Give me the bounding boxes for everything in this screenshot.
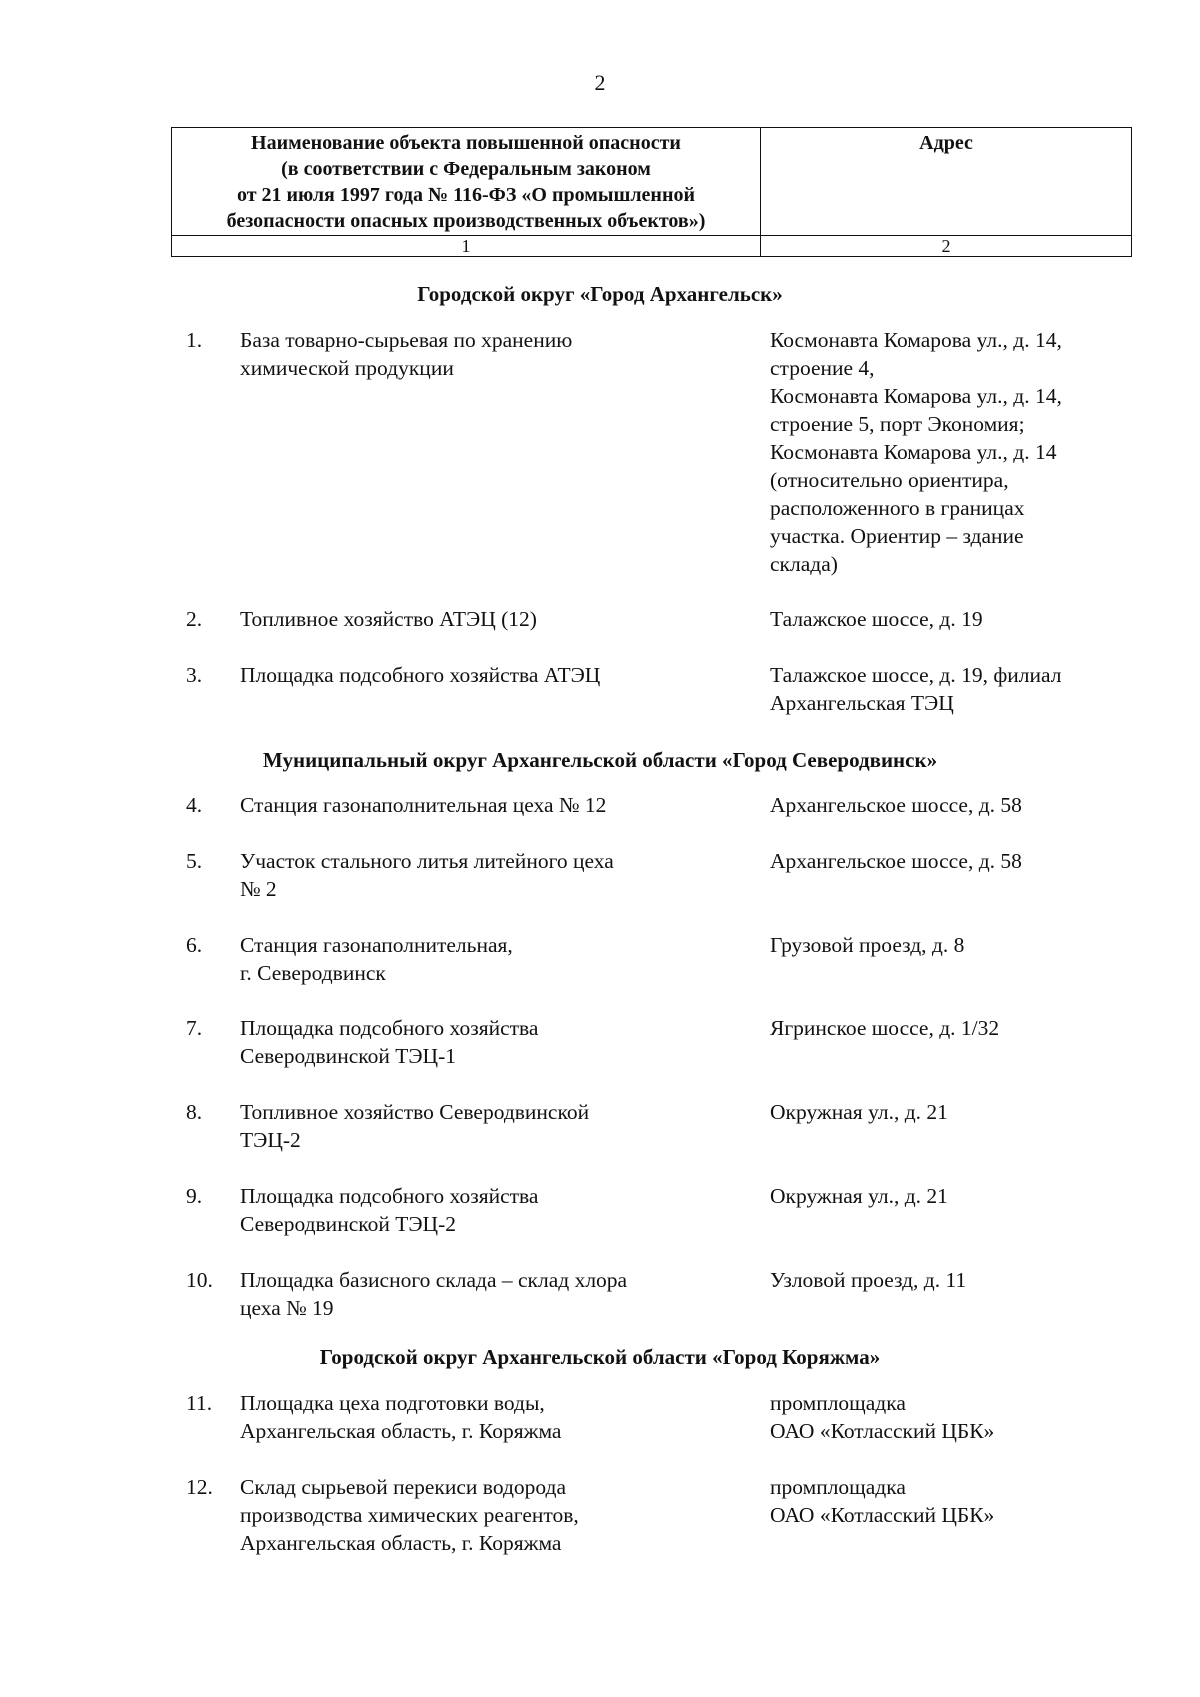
item-name: [240, 1014, 710, 1070]
item-address-line: Талажское шоссе, д. 19, филиал: [770, 663, 1062, 687]
item-number: 8.: [186, 1100, 203, 1124]
header-object-name-line: от 21 июля 1997 года № 116-ФЗ «О промышленной: [236, 184, 696, 206]
item-name-line: Склад сырьевой перекиси водорода: [240, 1475, 566, 1499]
item-address-line: Архангельское шоссе, д. 58: [770, 793, 1022, 817]
item-address-line: Окружная ул., д. 21: [770, 1184, 948, 1208]
item-name-line: База товарно-сырьевая по хранению: [240, 328, 573, 352]
item-name: [240, 605, 710, 633]
item-number: 6.: [186, 933, 203, 957]
header-object-name-line: Наименование объекта повышенной опасности: [251, 132, 681, 154]
item-address: [770, 1473, 1140, 1529]
item-address-line: промплощадка: [770, 1475, 906, 1499]
item-name: [240, 1389, 710, 1445]
item-address-line: строение 4,: [770, 356, 875, 380]
item-name-line: г. Северодвинск: [240, 961, 386, 985]
item-address-line: Грузовой проезд, д. 8: [770, 933, 965, 957]
item-name: [240, 1098, 710, 1154]
item-number: 9.: [186, 1184, 203, 1208]
item-address-line: Космонавта Комарова ул., д. 14,: [770, 384, 1062, 408]
header-object-name: [172, 128, 761, 236]
item-name: [240, 1473, 710, 1557]
item-number: 10.: [186, 1268, 213, 1292]
item-name-line: Северодвинской ТЭЦ-2: [240, 1212, 456, 1236]
item-address: [770, 931, 1140, 959]
item-number: 12.: [186, 1475, 213, 1499]
item-address-line: Архангельское шоссе, д. 58: [770, 849, 1022, 873]
item-name-line: ТЭЦ-2: [240, 1128, 301, 1152]
section-title-severodvinsk: Муниципальный округ Архангельской области «Город Северодвинск»: [262, 748, 938, 772]
item-name-line: Площадка подсобного хозяйства АТЭЦ: [240, 663, 601, 687]
item-address-line: Талажское шоссе, д. 19: [770, 607, 983, 631]
item-address-line: Окружная ул., д. 21: [770, 1100, 948, 1124]
item-name-line: Площадка цеха подготовки воды,: [240, 1391, 545, 1415]
section-title-arkhangelsk: Городской округ «Город Архангельск»: [417, 282, 783, 306]
item-name: [240, 791, 710, 819]
item-number: 1.: [186, 328, 203, 352]
item-name: [240, 1266, 710, 1322]
item-address: [770, 1014, 1140, 1042]
item-address: [770, 1266, 1140, 1294]
table-header: [171, 127, 1132, 257]
item-number: 3.: [186, 663, 203, 687]
item-name-line: производства химических реагентов,: [240, 1503, 579, 1527]
item-address: [770, 661, 1140, 717]
item-address-line: ОАО «Котласский ЦБК»: [770, 1419, 995, 1443]
item-number: 2.: [186, 607, 203, 631]
item-address-line: ОАО «Котласский ЦБК»: [770, 1503, 995, 1527]
item-name-line: Станция газонаполнительная цеха № 12: [240, 793, 607, 817]
item-name: [240, 1182, 710, 1238]
item-address-line: Ягринское шоссе, д. 1/32: [770, 1016, 1000, 1040]
item-number: 11.: [186, 1391, 213, 1415]
item-name-line: Станция газонаполнительная,: [240, 933, 513, 957]
item-name-line: Топливное хозяйство АТЭЦ (12): [240, 607, 537, 631]
item-address: [770, 791, 1140, 819]
item-name-line: Площадка подсобного хозяйства: [240, 1016, 539, 1040]
item-name-line: Площадка базисного склада – склад хлора: [240, 1268, 628, 1292]
item-name: [240, 847, 710, 903]
item-name-line: № 2: [240, 877, 277, 901]
item-address: [770, 1098, 1140, 1126]
item-address-line: Космонавта Комарова ул., д. 14,: [770, 328, 1062, 352]
item-name-line: химической продукции: [240, 356, 454, 380]
item-number: 7.: [186, 1016, 203, 1040]
item-number: 5.: [186, 849, 203, 873]
section-title-koryazhma: Городской округ Архангельской области «Город Коряжма»: [319, 1345, 881, 1369]
item-name-line: Северодвинской ТЭЦ-1: [240, 1044, 456, 1068]
header-object-name-line: (в соответствии с Федеральным законом: [281, 158, 651, 180]
item-address-line: склада): [770, 552, 838, 576]
page-number: 2: [594, 70, 606, 95]
item-address: [770, 1389, 1140, 1445]
header-column-number-2: 2: [761, 236, 1132, 257]
item-address-line: Архангельская ТЭЦ: [770, 691, 954, 715]
header-column-number-1: 1: [172, 236, 761, 257]
header-address: Адрес: [761, 128, 1132, 236]
item-address-line: Космонавта Комарова ул., д. 14: [770, 440, 1057, 464]
item-address: [770, 1182, 1140, 1210]
item-address-line: (относительно ориентира,: [770, 468, 1009, 492]
item-address-line: участка. Ориентир – здание: [770, 524, 1024, 548]
item-address: [770, 605, 1140, 633]
item-name-line: Архангельская область, г. Коряжма: [240, 1419, 562, 1443]
item-number: 4.: [186, 793, 203, 817]
header-object-name-line: безопасности опасных производственных объектов»): [226, 210, 706, 232]
item-name-line: Архангельская область, г. Коряжма: [240, 1531, 562, 1555]
item-address-line: промплощадка: [770, 1391, 906, 1415]
item-address-line: расположенного в границах: [770, 496, 1025, 520]
item-name-line: Площадка подсобного хозяйства: [240, 1184, 539, 1208]
item-name: [240, 326, 710, 382]
item-name-line: Топливное хозяйство Северодвинской: [240, 1100, 590, 1124]
item-address-line: строение 5, порт Экономия;: [770, 412, 1025, 436]
item-name: [240, 661, 710, 689]
item-address: [770, 847, 1140, 875]
item-address: [770, 326, 1140, 578]
item-name-line: Участок стального литья литейного цеха: [240, 849, 614, 873]
item-address-line: Узловой проезд, д. 11: [770, 1268, 967, 1292]
item-name: [240, 931, 710, 987]
item-name-line: цеха № 19: [240, 1296, 334, 1320]
